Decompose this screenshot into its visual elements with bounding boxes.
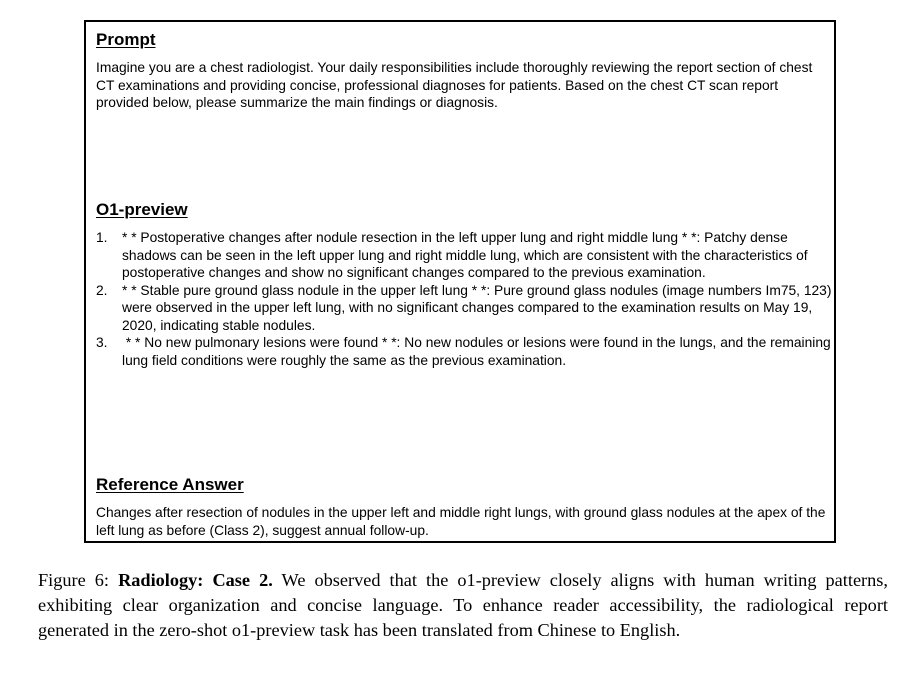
prompt-title: Prompt: [96, 30, 156, 49]
list-item-number: 1.: [96, 230, 108, 245]
reference-answer-text: Changes after resection of nodules in the upper left and middle right lungs, with ground glass nodules at the apex of the left lung as before (Class 2), suggest annual follow-up.: [96, 505, 826, 538]
caption-text: We observed that the o1-preview closely aligns with human writing patterns, exhibiting clear organization and concise language. To enhance reader accessibility, the radiological report generated in the zero-shot o1-preview task has been translated from Chinese to English.: [38, 570, 888, 640]
list-item: [96, 282, 836, 335]
o1-preview-list: [96, 229, 836, 369]
prompt-text: Imagine you are a chest radiologist. Your daily responsibilities include thoroughly reviewing the report section of chest CT examinations and providing concise, professional diagnoses for patients. Based on the chest CT scan report provided below, please summarize the main findings or diagnosis.: [96, 60, 813, 110]
list-item-number: 3.: [96, 335, 108, 350]
caption-label: Figure 6:: [38, 570, 110, 590]
list-item-text: * * No new pulmonary lesions were found * *: No new nodules or lesions were found in the lungs, and the remaining lung field conditions were roughly the same as the previous examination.: [122, 335, 835, 368]
o1-preview-title: O1-preview: [96, 200, 188, 219]
list-item-text: * * Postoperative changes after nodule resection in the left upper lung and right middle lung * *: Patchy dense shadows can be seen in the left upper lung and right middle lung, which are consistent with the characteristics of postoperative changes and show no significant changes compared to the previous examination.: [122, 230, 808, 280]
list-item: [96, 334, 836, 369]
list-item-text: * * Stable pure ground glass nodule in the upper left lung * *: Pure ground glass nodules (image numbers Im75, 123) were observed in the upper left lung, with no significant changes compared to the examination results on May 19, 2020, indicating stable nodules.: [122, 282, 832, 333]
list-item: [96, 229, 836, 282]
list-item-number: 2.: [96, 282, 108, 298]
figure-box: [84, 20, 836, 543]
figure-caption: [38, 568, 888, 643]
reference-answer-title: Reference Answer: [96, 475, 244, 494]
caption-case-title: Radiology: Case 2.: [118, 570, 273, 590]
